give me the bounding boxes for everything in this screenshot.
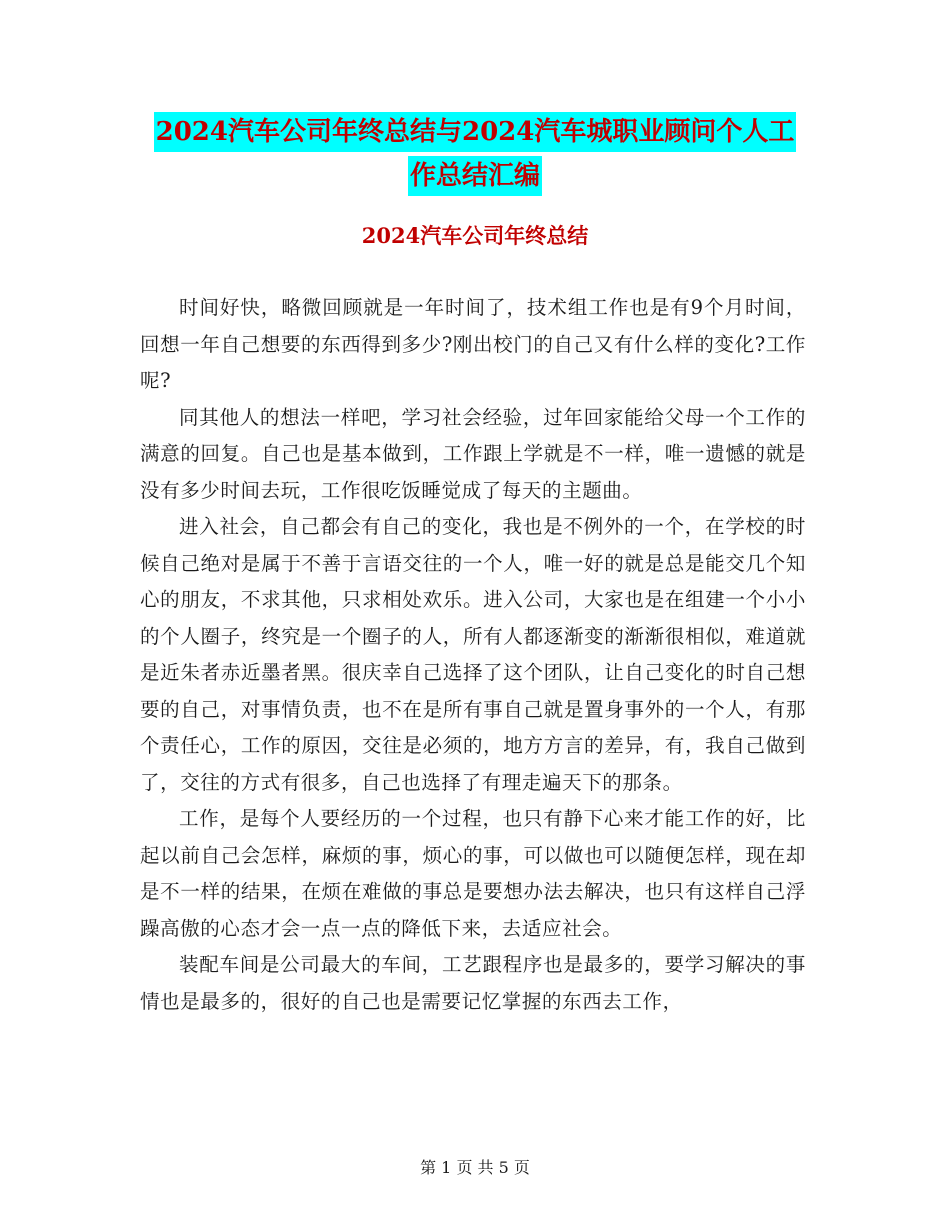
page-footer: 第 1 页 共 5 页 [420,1158,530,1177]
document-title [0,112,950,200]
document-body [140,290,806,1020]
paragraph: 工作，是每个人要经历的一个过程，也只有静下心来才能工作的好，比起以前自己会怎样，麻烦的事，烦心的事，可以做也可以随便怎样，现在却是不一样的结果，在烦在难做的事总是要想办法去解决，也只有这样自己浮躁高傲的心态才会一点一点的降低下来，去适应社会。 [140,807,806,940]
paragraph: 同其他人的想法一样吧，学习社会经验，过年回家能给父母一个工作的满意的回复。自己也是基本做到，工作跟上学就是不一样，唯一遗憾的就是没有多少时间去玩，工作很吃饭睡觉成了每天的主题曲。 [140,405,806,502]
paragraph: 进入社会，自己都会有自己的变化，我也是不例外的一个，在学校的时候自己绝对是属于不善于言语交往的一个人，唯一好的就是总是能交几个知心的朋友，不求其他，只求相处欢乐。进入公司，大家也是在组建一个小小的个人圈子，终究是一个圈子的人，所有人都逐渐变的渐渐很相似，难道就是近朱者赤近墨者黑。很庆幸自己选择了这个团队，让自己变化的时自己想要的自己，对事情负责，也不在是所有事自己就是置身事外的一个人，有那个责任心，工作的原因，交往是必须的，地方方言的差异，有，我自己做到了，交往的方式有很多，自己也选择了有理走遍天下的那条。 [140,515,806,794]
paragraph: 时间好快，略微回顾就是一年时间了，技术组工作也是有9个月时间，回想一年自己想要的东西得到多少?刚出校门的自己又有什么样的变化?工作呢? [140,296,806,392]
title-line-2: 作总结汇编 [408,156,542,196]
paragraph: 装配车间是公司最大的车间，工艺跟程序也是最多的，要学习解决的事情也是最多的，很好的自己也是需要记忆掌握的东西去工作， [140,953,806,1013]
title-line-1: 2024汽车公司年终总结与2024汽车城职业顾问个人工 [154,112,797,152]
section-title: 2024汽车公司年终总结 [361,223,589,248]
